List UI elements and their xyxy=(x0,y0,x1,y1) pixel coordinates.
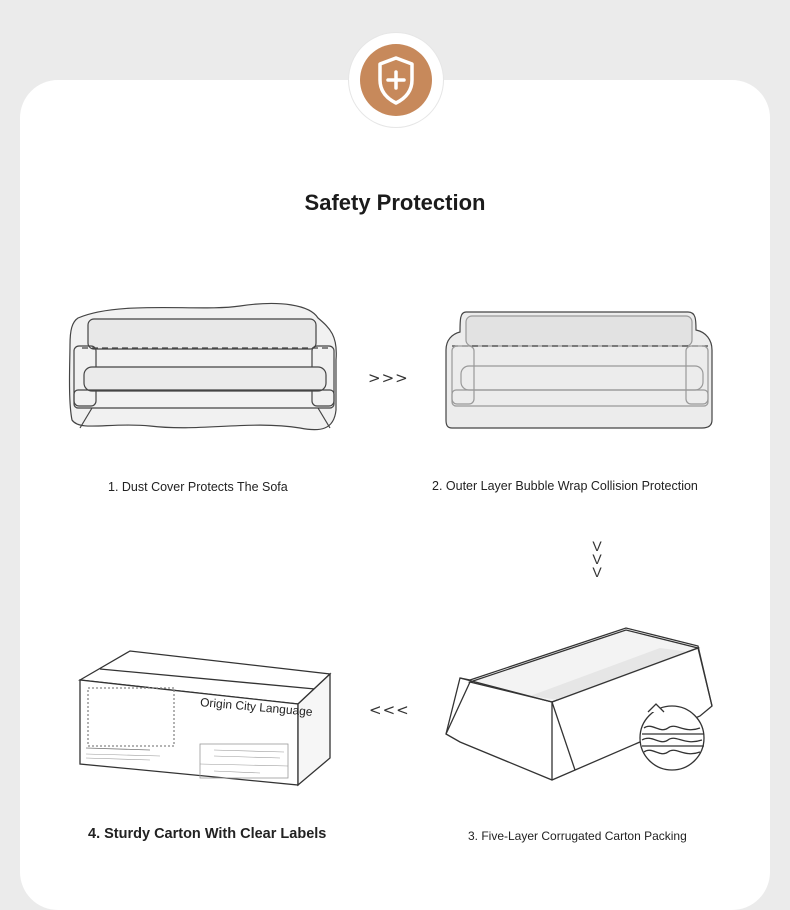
step-1-caption: 1. Dust Cover Protects The Sofa xyxy=(108,480,288,494)
arrow-down xyxy=(587,540,607,579)
arrow-down-2: V xyxy=(592,551,602,567)
step-4-caption: 4. Sturdy Carton With Clear Labels xyxy=(88,826,327,842)
carton-brand-label: Origin City Language xyxy=(199,695,314,719)
arrow-down-3: V xyxy=(592,564,602,580)
page-title: Safety Protection xyxy=(304,190,486,215)
arrow-left: <<< xyxy=(369,701,410,719)
arrow-down-1: V xyxy=(592,538,602,554)
open-carton-illustration xyxy=(446,628,712,780)
step-2-caption: 2. Outer Layer Bubble Wrap Collision Protection xyxy=(432,479,698,493)
arrow-right: >>> xyxy=(368,369,409,387)
sofa-bubble-wrap-illustration xyxy=(446,312,712,428)
sofa-dust-cover-illustration xyxy=(70,303,337,429)
sealed-carton-illustration xyxy=(80,651,330,785)
step-3-caption: 3. Five-Layer Corrugated Carton Packing xyxy=(468,829,687,843)
